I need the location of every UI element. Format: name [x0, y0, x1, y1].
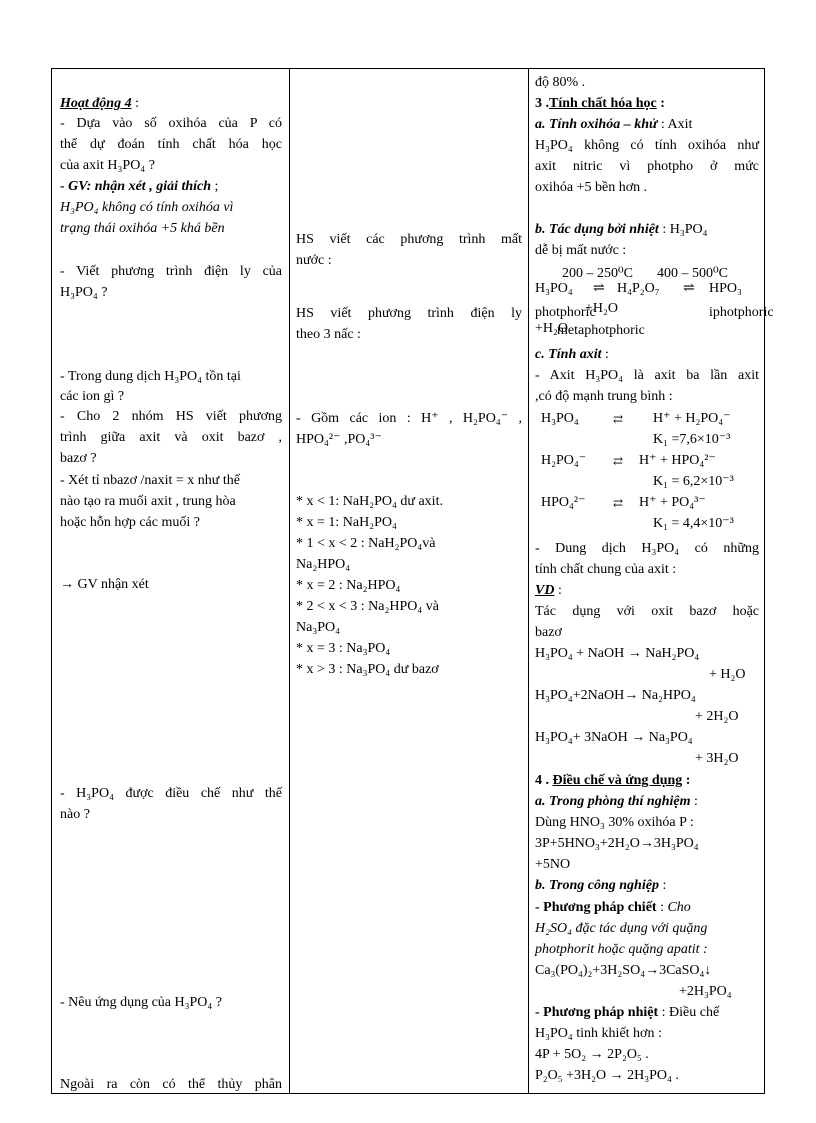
formula: HPO₃ — [709, 281, 742, 296]
extraction-product: +2H₃PO₄ — [679, 984, 732, 999]
reaction-equation: H₃PO₄ + NaOH → NaH₂PO₄ — [535, 646, 700, 661]
heat-text: dễ bị mất nước : — [535, 243, 627, 258]
section-3-heading: 3 .Tính chất hóa học : — [535, 96, 665, 111]
thermal-equation: 4P + 5O₂ → 2P₂O₅ . — [535, 1047, 649, 1062]
temperature-label: 200 – 250⁰C — [562, 266, 633, 281]
lab-equation: 3P+5HNO₃+2H₂O→3H₃PO₄ — [535, 836, 699, 851]
question-ions-line: các ion gì ? — [60, 389, 125, 404]
example-text: bazơ — [535, 625, 562, 640]
oxidation-heading: a. Tính oxihóa – khử : Axit — [535, 117, 693, 132]
ratio-case: * x = 3 : Na₃PO₄ — [296, 641, 391, 656]
ionization-constant: K₁ = 4,4×10⁻³ — [653, 516, 734, 531]
reversible-arrow: ⇌ — [593, 281, 605, 296]
question-ratio-line: - Xét tỉ nbazơ /naxit = x như thế — [60, 473, 240, 488]
reaction-product: + 3H₂O — [695, 751, 739, 766]
ionization-left: H₃PO₄ — [541, 411, 579, 426]
last-line: Ngoài ra còn có thể thủy phân — [60, 1077, 282, 1092]
lab-equation: +5NO — [535, 857, 571, 872]
activity-4-heading: Hoạt động 4 : — [60, 96, 139, 111]
question-ions-line: - Trong dung dịch H₃PO₄ tồn tại — [60, 369, 241, 384]
student-activity-column — [290, 69, 529, 1093]
compound-name: iphotphoric — [709, 305, 774, 320]
question-preparation-line: nào ? — [60, 807, 90, 822]
extraction-text: photphorit hoặc quặng apatit : — [535, 942, 708, 957]
thermal-equation: P₂O₅ +3H₂O → 2H₃PO₄ . — [535, 1068, 679, 1083]
ionization-right: H⁺ + PO₄³⁻ — [639, 495, 706, 510]
ratio-case: * 2 < x < 3 : Na₂HPO₄ và — [296, 599, 439, 614]
ions-list-line: - Gồm các ion : H⁺ , H₂PO₄⁻ , — [296, 411, 522, 426]
thermal-method: - Phương pháp nhiệt : Điều chế — [535, 1005, 720, 1020]
example-text: Tác dụng với oxit bazơ hoặc — [535, 604, 759, 619]
ionization-right: H⁺ + H₂PO₄⁻ — [653, 411, 731, 426]
formula: H₃PO₄ — [535, 281, 573, 296]
acid-text: - Axit H₃PO₄ là axit ba lần axit — [535, 368, 759, 383]
question-ionization-line: - Viết phương trình điện ly của — [60, 264, 282, 279]
content-column — [529, 69, 774, 1093]
hs-dehydration-line: nước : — [296, 253, 332, 268]
ratio-case: Na₃PO₄ — [296, 620, 340, 635]
lab-text: Dùng HNO₃ 30% oxihóa P : — [535, 815, 694, 830]
ratio-case: Na₂HPO₄ — [296, 557, 351, 572]
acid-text: ,có độ mạnh trung bình : — [535, 389, 673, 404]
ratio-case: * x < 1: NaH₂PO₄ dư axit. — [296, 494, 443, 509]
teacher-activity-column — [52, 69, 290, 1093]
question-ratio-line: nào tạo ra muối axit , trung hòa — [60, 494, 236, 509]
equilibrium-arrow: ⇄ — [613, 496, 624, 510]
equilibrium-arrow: ⇄ — [613, 454, 624, 468]
heat-heading: b. Tác dụng bởi nhiệt : H₃PO₄ — [535, 222, 708, 237]
reaction-equation: H₃PO₄+ 3NaOH → Na₃PO₄ — [535, 730, 693, 745]
reaction-equation: H₃PO₄+2NaOH→ Na₂HPO₄ — [535, 688, 696, 703]
gv-comment: - GV: nhận xét , giải thích ; — [60, 179, 219, 194]
water-label: +H₂O — [585, 301, 618, 316]
temperature-label: 400 – 500⁰C — [657, 266, 728, 281]
acid-heading: c. Tính axit : — [535, 347, 609, 362]
compound-name: photphoric — [535, 305, 596, 320]
ionization-left: H₂PO₄⁻ — [541, 453, 587, 468]
question-oxidation-line: của axit H₃PO₄ ? — [60, 158, 155, 173]
top-line: độ 80% . — [535, 75, 586, 90]
question-ionization-line: H₃PO₄ ? — [60, 285, 108, 300]
question-reaction-line: - Cho 2 nhóm HS viết phương — [60, 409, 282, 424]
acid-properties-text: - Dung dịch H₃PO₄ có những — [535, 541, 759, 556]
compound-name: metaphotphoric — [557, 323, 645, 338]
ionization-constant: K₁ = 6,2×10⁻³ — [653, 474, 734, 489]
question-ratio-line: hoặc hỗn hợp các muối ? — [60, 515, 200, 530]
oxidation-text: H₃PO₄ không có tính oxihóa như — [535, 138, 759, 153]
ratio-case: * 1 < x < 2 : NaH₂PO₄và — [296, 536, 436, 551]
question-reaction-line: bazơ ? — [60, 451, 97, 466]
extraction-text: H₂SO₄ đặc tác dụng với quặng — [535, 921, 708, 936]
lab-heading: a. Trong phòng thí nghiệm : — [535, 794, 698, 809]
reversible-arrow: ⇌ — [683, 281, 695, 296]
ratio-case: * x = 2 : Na₂HPO₄ — [296, 578, 401, 593]
gv-note-line: trạng thái oxihóa +5 khá bền — [60, 221, 225, 236]
water-label: +H₂O — [535, 321, 568, 336]
gv-note-line: H₃PO₄ không có tính oxihóa vì — [60, 200, 234, 215]
question-oxidation-line: - Dựa vào số oxihóa của P có — [60, 116, 282, 131]
thermal-text: H₃PO₄ tinh khiết hơn : — [535, 1026, 662, 1041]
ionization-left: HPO₄²⁻ — [541, 495, 586, 510]
oxidation-text: oxihóa +5 bền hơn . — [535, 180, 648, 195]
gv-remark: → GV nhận xét — [60, 577, 149, 592]
ionization-constant: K₁ =7,6×10⁻³ — [653, 432, 731, 447]
hs-ionization-line: HS viết phương trình điện ly — [296, 306, 522, 321]
reaction-product: + 2H₂O — [695, 709, 739, 724]
ratio-case: * x > 3 : Na₃PO₄ dư bazơ — [296, 662, 439, 677]
lesson-table — [51, 68, 774, 1094]
formula: H₄P₂O₇ — [617, 281, 660, 296]
question-reaction-line: trình giữa axit và oxit bazơ , — [60, 430, 282, 445]
acid-properties-text: tính chất chung của axit : — [535, 562, 677, 577]
hs-ionization-line: theo 3 nấc : — [296, 327, 361, 342]
ions-list-line: HPO₄²⁻ ,PO₄³⁻ — [296, 432, 382, 447]
section-4-heading: 4 . Điều chế và ứng dụng : — [535, 773, 691, 788]
equilibrium-arrow: ⇄ — [613, 412, 624, 426]
example-heading: VD : — [535, 583, 562, 598]
extraction-equation: Ca₃(PO₄)₂+3H₂SO₄→3CaSO₄↓ — [535, 963, 712, 978]
reaction-product: + H₂O — [709, 667, 746, 682]
question-preparation-line: - H₃PO₄ được điều chế như thế — [60, 786, 282, 801]
hs-dehydration-line: HS viết các phương trình mất — [296, 232, 522, 247]
extraction-method: - Phương pháp chiết : Cho — [535, 900, 691, 915]
ratio-case: * x = 1: NaH₂PO₄ — [296, 515, 397, 530]
question-oxidation-line: thể dự đoán tính chất hóa học — [60, 137, 282, 152]
oxidation-text: axit nitric vì photpho ở mức — [535, 159, 759, 174]
question-application: - Nêu ứng dụng của H₃PO₄ ? — [60, 995, 222, 1010]
industry-heading: b. Trong công nghiệp : — [535, 878, 667, 893]
ionization-right: H⁺ + HPO₄²⁻ — [639, 453, 716, 468]
